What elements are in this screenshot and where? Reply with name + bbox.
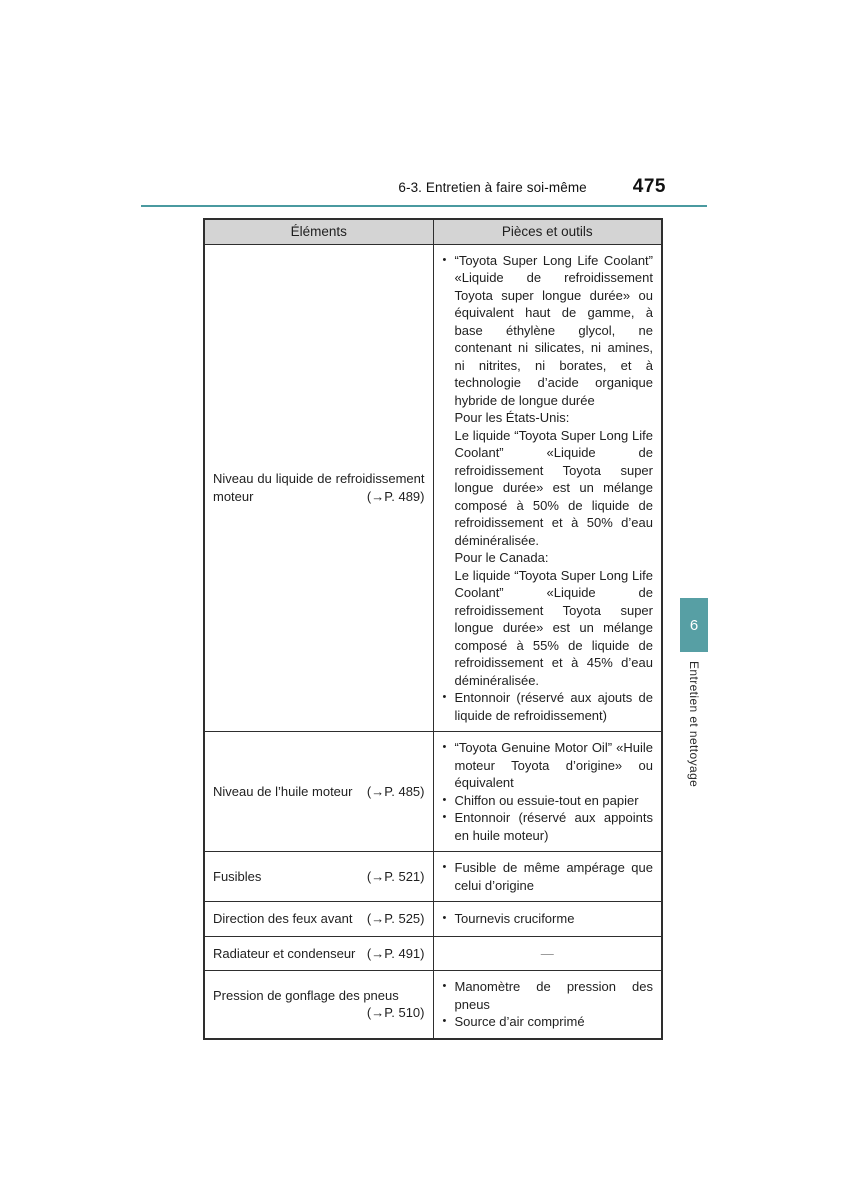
maintenance-table: [203, 218, 663, 1040]
tool-item: [442, 792, 654, 810]
tool-text: • Manomètre de pression des pneus: [454, 979, 653, 1012]
tools-list: [442, 859, 654, 894]
tools-cell: [433, 732, 662, 852]
item-cell: [204, 936, 433, 971]
tool-item: [442, 978, 654, 1013]
tools-cell: [433, 902, 662, 937]
tool-text: • Entonnoir (réservé aux appoints en huile moteur): [454, 810, 653, 843]
table-row: [204, 852, 662, 902]
tool-item: [442, 809, 654, 844]
tool-item: [442, 859, 654, 894]
tool-item: [442, 689, 654, 724]
tools-list: [442, 978, 654, 1031]
tool-text: Le liquide “Toyota Super Long Life Coolant” «Liquide de refroidissement Toyota super longue durée» est un mélange composé à 55% de liquide de refroidissement et à 45% d’eau déminéralisée.: [454, 567, 653, 688]
tool-item: [442, 252, 654, 690]
tool-text: Pour le Canada:: [454, 550, 549, 565]
tool-text: • Source d’air comprimé: [454, 1014, 585, 1029]
item-label: Niveau de l’huile moteur: [213, 783, 353, 799]
item-label: Pression de gonflage des pneus: [213, 987, 399, 1003]
item-label: Radiateur et condenseur: [213, 945, 356, 961]
table-row: [204, 732, 662, 852]
page-number: 475: [632, 176, 666, 197]
section-title: 6-3. Entretien à faire soi-même: [398, 180, 587, 195]
item-cell: [204, 902, 433, 937]
tool-text: • Chiffon ou essuie-tout en papier: [454, 792, 639, 808]
tool-item: [442, 739, 654, 792]
tool-text: Pour les États-Unis:: [454, 410, 570, 425]
tools-cell: [433, 936, 662, 971]
tools-cell: [433, 971, 662, 1039]
page-ref: (→P. 521): [366, 868, 425, 884]
header-divider: [141, 205, 707, 207]
page-ref: (→P. 485): [366, 783, 425, 799]
chapter-tab: [680, 598, 708, 787]
item-cell: [204, 244, 433, 732]
tool-text: • Tournevis cruciforme: [454, 911, 575, 926]
tools-list: [442, 739, 654, 844]
tool-item: [442, 910, 654, 928]
tool-text: • Entonnoir (réservé aux ajouts de liquide de refroidissement): [454, 690, 653, 723]
tools-list: [442, 252, 654, 725]
column-header-elements: Éléments: [204, 219, 433, 244]
table-row: [204, 244, 662, 732]
table-row: [204, 902, 662, 937]
item-label: Fusibles: [213, 868, 262, 884]
tools-cell: [433, 852, 662, 902]
table-row: [204, 936, 662, 971]
page-ref: (→P. 510): [366, 1005, 425, 1021]
no-tools-dash: —: [540, 945, 554, 961]
chapter-label: Entretien et nettoyage: [687, 661, 701, 788]
item-cell: [204, 852, 433, 902]
tool-text: • Fusible de même ampérage que celui d’origine: [454, 860, 653, 893]
page-ref: (→P. 491): [366, 945, 425, 961]
page-header: [141, 176, 707, 198]
item-cell: [204, 732, 433, 852]
table-body: [204, 244, 662, 1039]
page-ref: (→P. 489): [366, 488, 425, 504]
tool-text: Le liquide “Toyota Super Long Life Coolant” «Liquide de refroidissement Toyota super longue durée» est un mélange composé à 50% de liquide de refroidissement et à 50% d’eau déminéralisée.: [454, 427, 653, 548]
tool-text: • “Toyota Super Long Life Coolant” «Liquide de refroidissement Toyota super longue durée» ou équivalent haut de gamme, à base éthylène glycol, ne contenant ni silicates, ni amines, ni nitrites, ni borates, et à technologie d’acide organique hybride de longue durée: [454, 252, 653, 408]
column-header-tools: Pièces et outils: [433, 219, 662, 244]
item-label: Niveau du liquide de refroidissement moteur: [213, 471, 425, 504]
tools-cell: [433, 244, 662, 732]
table-header-row: [204, 219, 662, 244]
tool-text: • “Toyota Genuine Motor Oil” «Huile moteur Toyota d’origine» ou équivalent: [454, 740, 653, 790]
tools-list: [442, 910, 654, 928]
chapter-number-badge: 6: [680, 598, 708, 652]
item-cell: [204, 971, 433, 1039]
tool-item: [442, 1013, 654, 1031]
item-label: Direction des feux avant: [213, 911, 353, 926]
table-row: [204, 971, 662, 1039]
page-ref: (→P. 525): [366, 911, 425, 926]
